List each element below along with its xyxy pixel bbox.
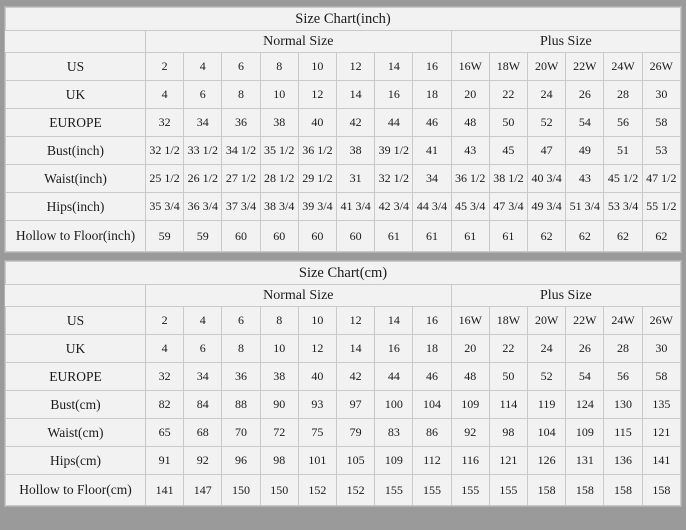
cell: 109 [375, 447, 413, 475]
cell: 18 [413, 335, 451, 363]
cell: 60 [337, 221, 375, 252]
cell: 98 [260, 447, 298, 475]
cell: 47 3/4 [489, 193, 527, 221]
cell: 48 [451, 109, 489, 137]
cell: 155 [489, 475, 527, 506]
cell: 60 [260, 221, 298, 252]
group-header-row [6, 31, 681, 53]
row-header: EUROPE [6, 109, 146, 137]
cell: 32 1/2 [375, 165, 413, 193]
table-row [6, 391, 681, 419]
cell: 109 [566, 419, 604, 447]
cell: 28 [604, 81, 642, 109]
cell: 40 3/4 [528, 165, 566, 193]
table-row [6, 335, 681, 363]
table-title-row [6, 262, 681, 285]
cell: 10 [298, 307, 336, 335]
cell: 53 3/4 [604, 193, 642, 221]
table-row [6, 81, 681, 109]
cell: 14 [337, 335, 375, 363]
cell: 82 [146, 391, 184, 419]
cell: 43 [566, 165, 604, 193]
cell: 38 [260, 363, 298, 391]
cell: 43 [451, 137, 489, 165]
row-header: Waist(inch) [6, 165, 146, 193]
cell: 52 [528, 363, 566, 391]
cell: 54 [566, 363, 604, 391]
cell: 38 [337, 137, 375, 165]
cell: 30 [642, 81, 680, 109]
cell: 72 [260, 419, 298, 447]
cell: 92 [451, 419, 489, 447]
cell: 135 [642, 391, 680, 419]
row-header: Waist(cm) [6, 419, 146, 447]
size-table-cm [5, 261, 681, 506]
cell: 16 [375, 335, 413, 363]
cell: 26 [566, 81, 604, 109]
cell: 35 3/4 [146, 193, 184, 221]
cell: 6 [184, 81, 222, 109]
cell: 24W [604, 53, 642, 81]
cell: 26W [642, 307, 680, 335]
cell: 42 3/4 [375, 193, 413, 221]
cell: 8 [260, 53, 298, 81]
cell: 34 [184, 109, 222, 137]
cell: 115 [604, 419, 642, 447]
cell: 75 [298, 419, 336, 447]
cell: 62 [604, 221, 642, 252]
cell: 36 3/4 [184, 193, 222, 221]
cell: 114 [489, 391, 527, 419]
cell: 47 [528, 137, 566, 165]
cell: 18W [489, 53, 527, 81]
cell: 22 [489, 81, 527, 109]
cell: 8 [222, 81, 260, 109]
cell: 49 3/4 [528, 193, 566, 221]
cell: 33 1/2 [184, 137, 222, 165]
group-corner-cell [6, 31, 146, 53]
cell: 62 [642, 221, 680, 252]
cell: 44 [375, 109, 413, 137]
cell: 10 [260, 81, 298, 109]
table-row [6, 363, 681, 391]
cell: 104 [528, 419, 566, 447]
chart-title: Size Chart(cm) [6, 262, 681, 285]
cell: 121 [489, 447, 527, 475]
cell: 22W [566, 307, 604, 335]
cell: 6 [222, 53, 260, 81]
cell: 41 [413, 137, 451, 165]
size-table-inch [5, 7, 681, 252]
cell: 60 [298, 221, 336, 252]
cell: 12 [337, 53, 375, 81]
cell: 29 1/2 [298, 165, 336, 193]
cell: 96 [222, 447, 260, 475]
cell: 155 [375, 475, 413, 506]
cell: 8 [222, 335, 260, 363]
cell: 93 [298, 391, 336, 419]
cell: 45 1/2 [604, 165, 642, 193]
cell: 58 [642, 363, 680, 391]
row-header: Bust(cm) [6, 391, 146, 419]
cell: 104 [413, 391, 451, 419]
cell: 59 [184, 221, 222, 252]
cell: 16 [413, 307, 451, 335]
cell: 6 [222, 307, 260, 335]
cell: 41 3/4 [337, 193, 375, 221]
cell: 116 [451, 447, 489, 475]
row-header: Hollow to Floor(cm) [6, 475, 146, 506]
row-header: Bust(inch) [6, 137, 146, 165]
cell: 150 [222, 475, 260, 506]
cell: 158 [566, 475, 604, 506]
cell: 158 [528, 475, 566, 506]
cell: 37 3/4 [222, 193, 260, 221]
cell: 2 [146, 53, 184, 81]
cell: 20 [451, 81, 489, 109]
cell: 141 [642, 447, 680, 475]
cell: 97 [337, 391, 375, 419]
cell: 8 [260, 307, 298, 335]
row-header: Hollow to Floor(inch) [6, 221, 146, 252]
cell: 56 [604, 363, 642, 391]
group-plus-size: Plus Size [451, 31, 680, 53]
row-header: US [6, 53, 146, 81]
cell: 100 [375, 391, 413, 419]
cell: 158 [642, 475, 680, 506]
cell: 48 [451, 363, 489, 391]
table-row [6, 109, 681, 137]
table-row [6, 137, 681, 165]
cell: 56 [604, 109, 642, 137]
cell: 36 [222, 363, 260, 391]
cell: 109 [451, 391, 489, 419]
cell: 28 1/2 [260, 165, 298, 193]
cell: 55 1/2 [642, 193, 680, 221]
cell: 35 1/2 [260, 137, 298, 165]
cell: 36 [222, 109, 260, 137]
cell: 14 [337, 81, 375, 109]
cell: 32 [146, 109, 184, 137]
cell: 34 1/2 [222, 137, 260, 165]
cell: 65 [146, 419, 184, 447]
cell: 88 [222, 391, 260, 419]
cell: 44 [375, 363, 413, 391]
cell: 62 [528, 221, 566, 252]
cell: 45 3/4 [451, 193, 489, 221]
cell: 90 [260, 391, 298, 419]
cell: 141 [146, 475, 184, 506]
table-row [6, 221, 681, 252]
cell: 25 1/2 [146, 165, 184, 193]
cell: 62 [566, 221, 604, 252]
cell: 44 3/4 [413, 193, 451, 221]
cell: 38 3/4 [260, 193, 298, 221]
cell: 14 [375, 307, 413, 335]
cell: 34 [184, 363, 222, 391]
cell: 45 [489, 137, 527, 165]
cell: 4 [146, 335, 184, 363]
cell: 16W [451, 53, 489, 81]
cell: 60 [222, 221, 260, 252]
cell: 22 [489, 335, 527, 363]
cell: 38 [260, 109, 298, 137]
cell: 70 [222, 419, 260, 447]
cell: 24 [528, 335, 566, 363]
cell: 126 [528, 447, 566, 475]
cell: 119 [528, 391, 566, 419]
group-header-row [6, 285, 681, 307]
cell: 92 [184, 447, 222, 475]
cell: 39 3/4 [298, 193, 336, 221]
cell: 38 1/2 [489, 165, 527, 193]
cell: 12 [298, 335, 336, 363]
cell: 42 [337, 363, 375, 391]
cell: 26W [642, 53, 680, 81]
cell: 112 [413, 447, 451, 475]
cell: 150 [260, 475, 298, 506]
cell: 12 [298, 81, 336, 109]
table-row [6, 165, 681, 193]
cell: 158 [604, 475, 642, 506]
cell: 28 [604, 335, 642, 363]
cell: 16W [451, 307, 489, 335]
cell: 101 [298, 447, 336, 475]
cell: 34 [413, 165, 451, 193]
cell: 152 [337, 475, 375, 506]
cell: 61 [489, 221, 527, 252]
cell: 51 [604, 137, 642, 165]
cell: 26 [566, 335, 604, 363]
table-row [6, 307, 681, 335]
cell: 59 [146, 221, 184, 252]
cell: 4 [146, 81, 184, 109]
cell: 12 [337, 307, 375, 335]
table-row [6, 53, 681, 81]
cell: 10 [260, 335, 298, 363]
cell: 36 1/2 [298, 137, 336, 165]
cell: 68 [184, 419, 222, 447]
row-header: Hips(inch) [6, 193, 146, 221]
cell: 16 [413, 53, 451, 81]
group-normal-size: Normal Size [146, 31, 452, 53]
cell: 32 [146, 363, 184, 391]
cell: 6 [184, 335, 222, 363]
cell: 91 [146, 447, 184, 475]
cell: 121 [642, 419, 680, 447]
cell: 84 [184, 391, 222, 419]
table-row [6, 193, 681, 221]
row-header: UK [6, 81, 146, 109]
cell: 58 [642, 109, 680, 137]
chart-title: Size Chart(inch) [6, 8, 681, 31]
cell: 39 1/2 [375, 137, 413, 165]
cell: 83 [375, 419, 413, 447]
cell: 155 [413, 475, 451, 506]
cell: 46 [413, 109, 451, 137]
cell: 50 [489, 109, 527, 137]
cell: 52 [528, 109, 566, 137]
row-header: EUROPE [6, 363, 146, 391]
cell: 20W [528, 53, 566, 81]
cell: 18 [413, 81, 451, 109]
size-chart-cm [4, 260, 682, 507]
cell: 131 [566, 447, 604, 475]
row-header: UK [6, 335, 146, 363]
cell: 32 1/2 [146, 137, 184, 165]
cell: 16 [375, 81, 413, 109]
cell: 61 [451, 221, 489, 252]
cell: 130 [604, 391, 642, 419]
cell: 42 [337, 109, 375, 137]
cell: 4 [184, 53, 222, 81]
cell: 4 [184, 307, 222, 335]
cell: 86 [413, 419, 451, 447]
cell: 61 [375, 221, 413, 252]
cell: 20W [528, 307, 566, 335]
cell: 26 1/2 [184, 165, 222, 193]
cell: 136 [604, 447, 642, 475]
cell: 47 1/2 [642, 165, 680, 193]
table-row [6, 447, 681, 475]
cell: 124 [566, 391, 604, 419]
table-title-row [6, 8, 681, 31]
cell: 79 [337, 419, 375, 447]
row-header: US [6, 307, 146, 335]
cell: 152 [298, 475, 336, 506]
cell: 31 [337, 165, 375, 193]
group-plus-size: Plus Size [451, 285, 680, 307]
cell: 155 [451, 475, 489, 506]
cell: 98 [489, 419, 527, 447]
cell: 18W [489, 307, 527, 335]
group-normal-size: Normal Size [146, 285, 452, 307]
cell: 30 [642, 335, 680, 363]
row-header: Hips(cm) [6, 447, 146, 475]
cell: 147 [184, 475, 222, 506]
cell: 10 [298, 53, 336, 81]
table-row [6, 475, 681, 506]
cell: 24 [528, 81, 566, 109]
cell: 20 [451, 335, 489, 363]
cell: 50 [489, 363, 527, 391]
table-row [6, 419, 681, 447]
cell: 46 [413, 363, 451, 391]
cell: 53 [642, 137, 680, 165]
cell: 2 [146, 307, 184, 335]
cell: 14 [375, 53, 413, 81]
cell: 54 [566, 109, 604, 137]
cell: 36 1/2 [451, 165, 489, 193]
cell: 24W [604, 307, 642, 335]
cell: 61 [413, 221, 451, 252]
cell: 40 [298, 109, 336, 137]
size-chart-inch [4, 6, 682, 253]
cell: 51 3/4 [566, 193, 604, 221]
cell: 27 1/2 [222, 165, 260, 193]
cell: 22W [566, 53, 604, 81]
group-corner-cell [6, 285, 146, 307]
cell: 49 [566, 137, 604, 165]
cell: 105 [337, 447, 375, 475]
cell: 40 [298, 363, 336, 391]
